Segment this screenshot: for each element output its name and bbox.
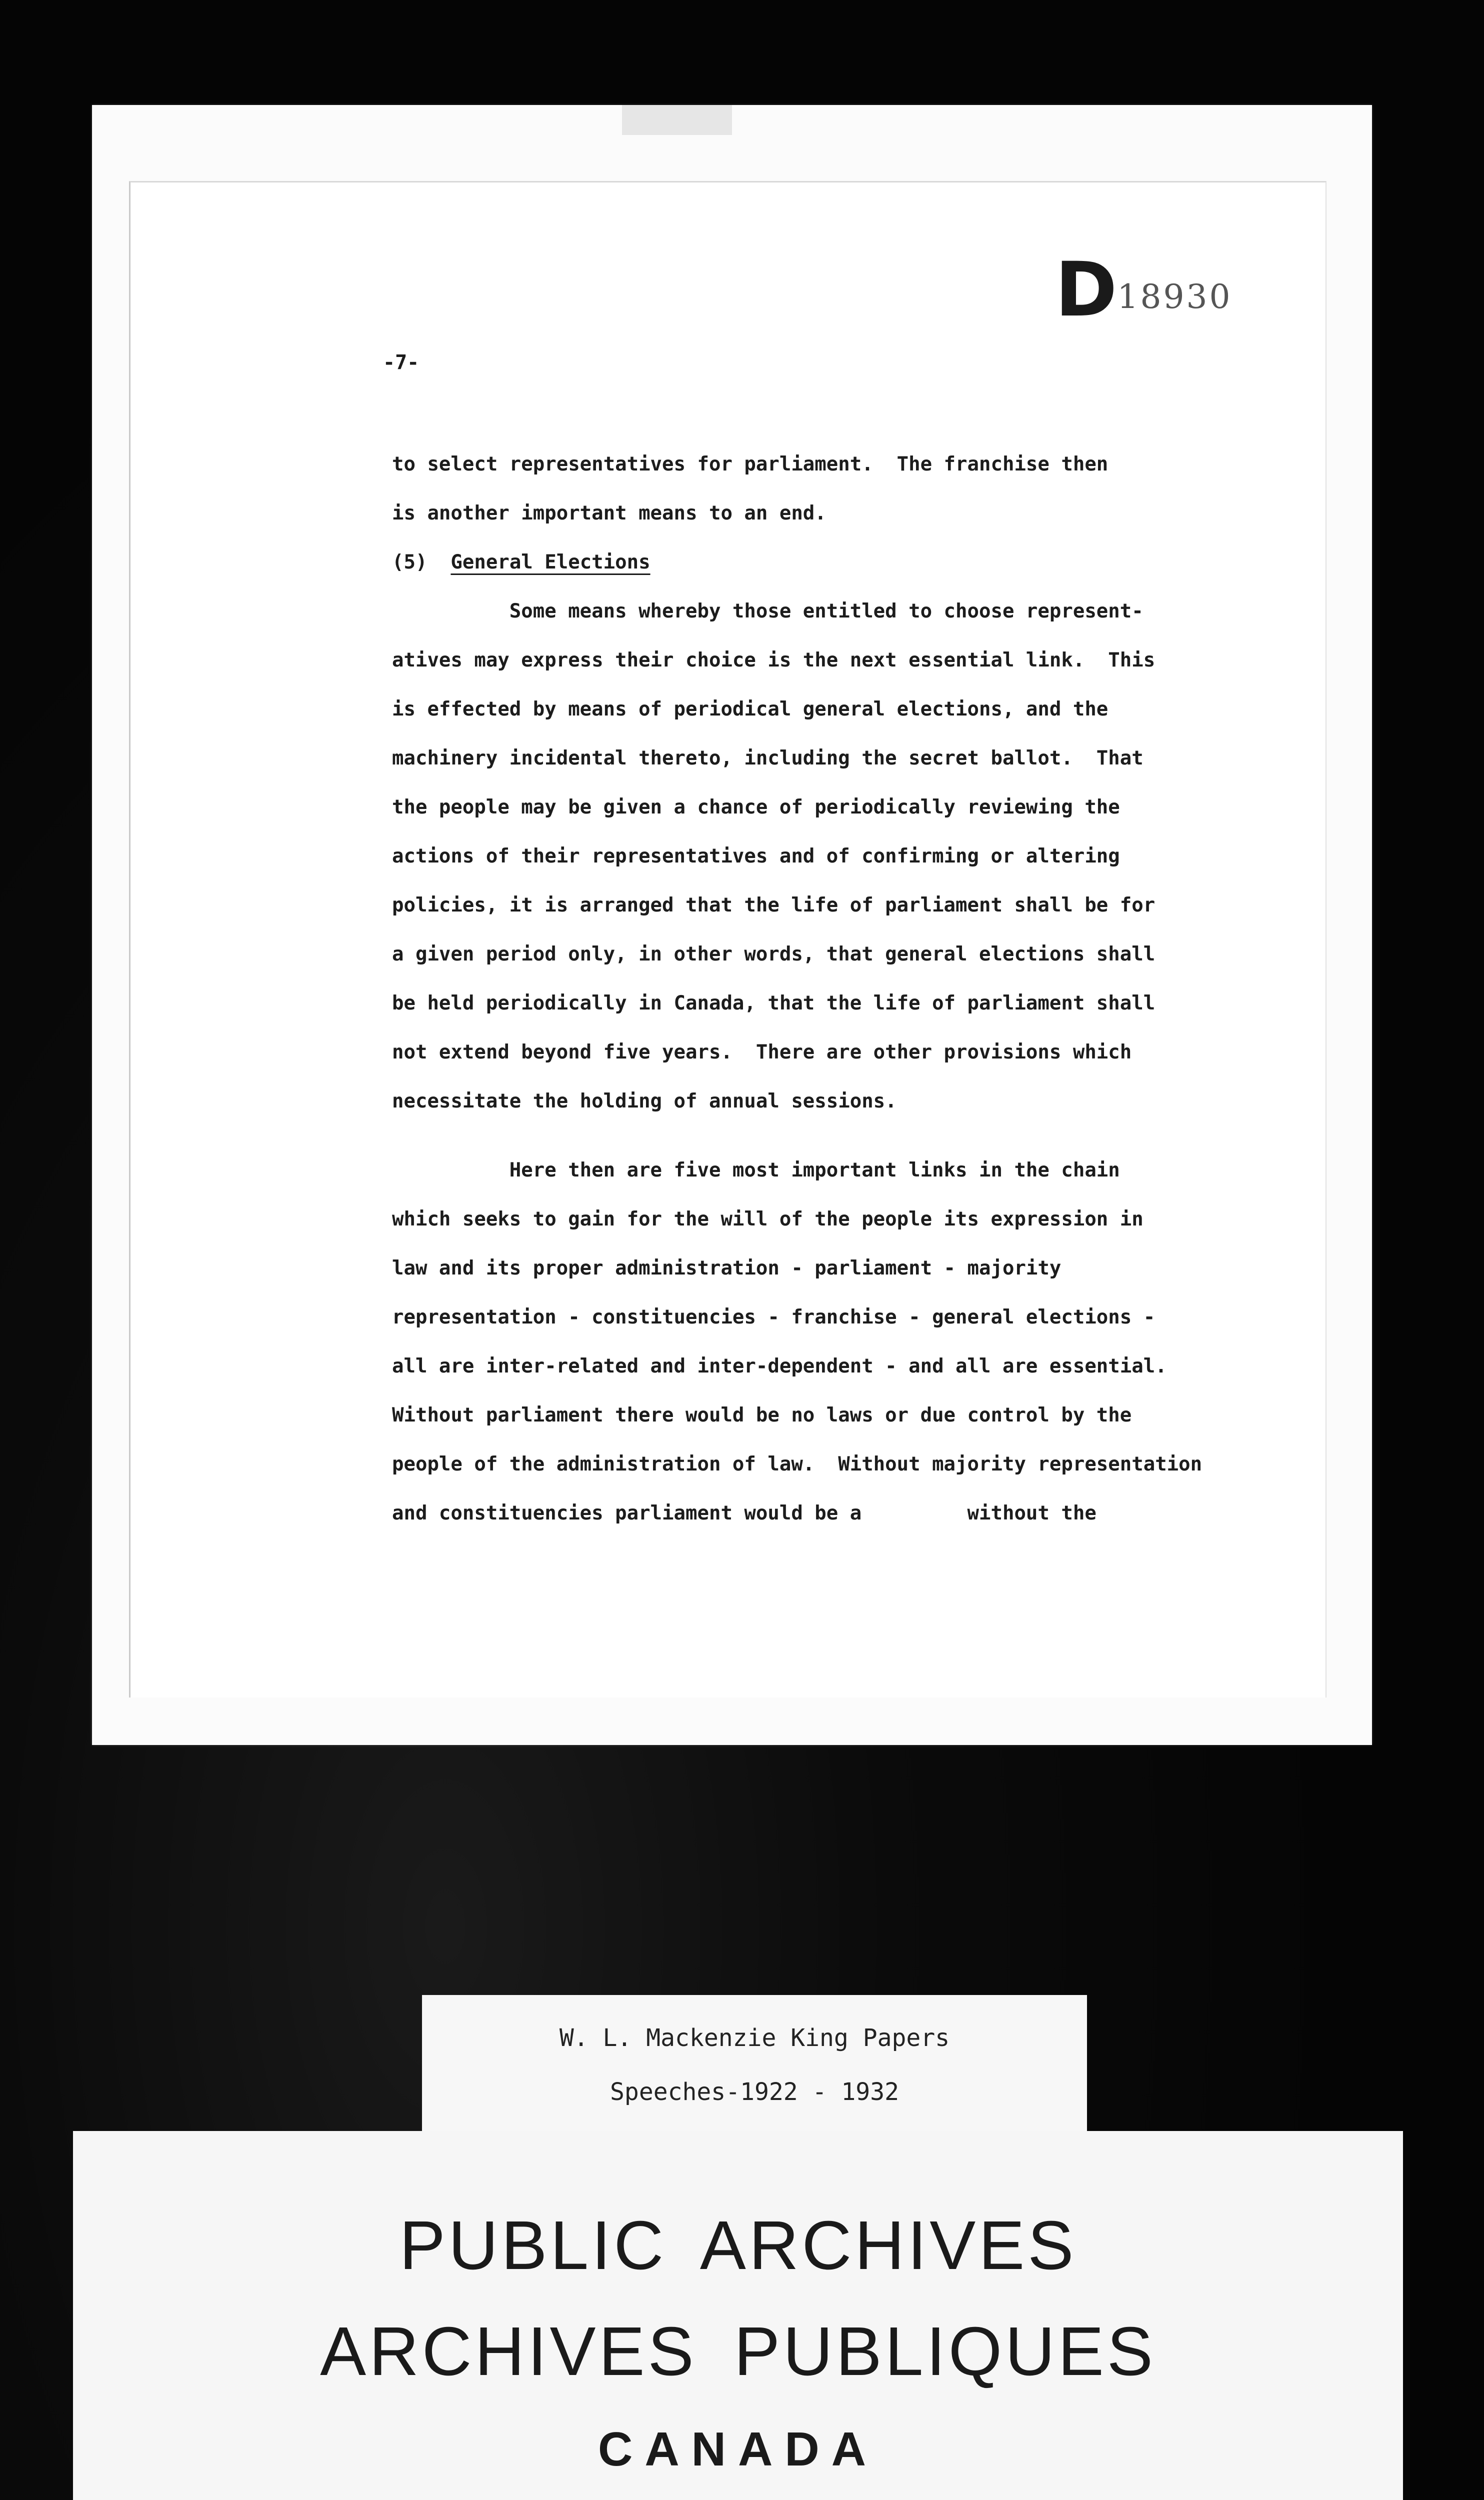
text-line: machinery incidental thereto, including the secret ballot. That: [392, 747, 1144, 770]
collection-name: W. L. Mackenzie King Papers: [559, 2024, 950, 2052]
heading-title: General Elections: [450, 551, 650, 574]
stamp-letter: D: [1055, 246, 1116, 334]
text-line: necessitate the holding of annual sessions.: [392, 1090, 897, 1112]
text-line: be held periodically in Canada, that the life of parliament shall: [392, 992, 1156, 1014]
text-line: is another important means to an end.: [392, 502, 826, 524]
collection-label: [422, 1995, 1087, 2140]
text-line: all are inter-related and inter-dependent - and all are essential.: [392, 1355, 1167, 1378]
section-heading: [392, 538, 1292, 587]
collection-series: Speeches-1922 - 1932: [610, 2078, 899, 2106]
heading-number: (5): [392, 551, 428, 574]
page-number: -7-: [383, 351, 420, 374]
text-line: law and its proper administration - parliament - majority: [392, 1257, 1062, 1280]
document-stamp: [1055, 246, 1232, 334]
text-line: is effected by means of periodical general elections, and the: [392, 698, 1108, 720]
text-line: actions of their representatives and of confirming or altering: [392, 845, 1120, 868]
text-line: a given period only, in other words, that general elections shall: [392, 943, 1156, 966]
archives-card: [73, 2131, 1403, 2500]
text-line: not extend beyond five years. There are other provisions which: [392, 1041, 1132, 1064]
text-line: Some means whereby those entitled to choose represent-: [392, 600, 1144, 622]
text-line: Without parliament there would be no laws or due control by the: [392, 1404, 1132, 1426]
paragraph-gap: [392, 1126, 1292, 1146]
text-line: Here then are five most important links in the chain: [392, 1159, 1120, 1182]
text-line: people of the administration of law. Without majority representation: [392, 1453, 1202, 1476]
document-body: [392, 440, 1292, 1538]
archives-country: CANADA: [598, 2422, 878, 2476]
archives-title-en: PUBLIC ARCHIVES: [399, 2207, 1077, 2284]
text-line: and constituencies parliament would be a without the: [392, 1502, 1096, 1524]
text-line: to select representatives for parliament. The franchise then: [392, 453, 1108, 476]
text-line: policies, it is arranged that the life of parliament shall be for: [392, 894, 1156, 916]
paper-tab: [622, 105, 732, 135]
text-line: representation - constituencies - franchise - general elections -: [392, 1306, 1156, 1328]
archives-title-fr: ARCHIVES PUBLIQUES: [320, 2313, 1156, 2390]
text-line: which seeks to gain for the will of the people its expression in: [392, 1208, 1144, 1230]
stamp-number: 18930: [1117, 278, 1232, 316]
text-line: the people may be given a chance of periodically reviewing the: [392, 796, 1120, 818]
text-line: atives may express their choice is the next essential link. This: [392, 649, 1156, 672]
